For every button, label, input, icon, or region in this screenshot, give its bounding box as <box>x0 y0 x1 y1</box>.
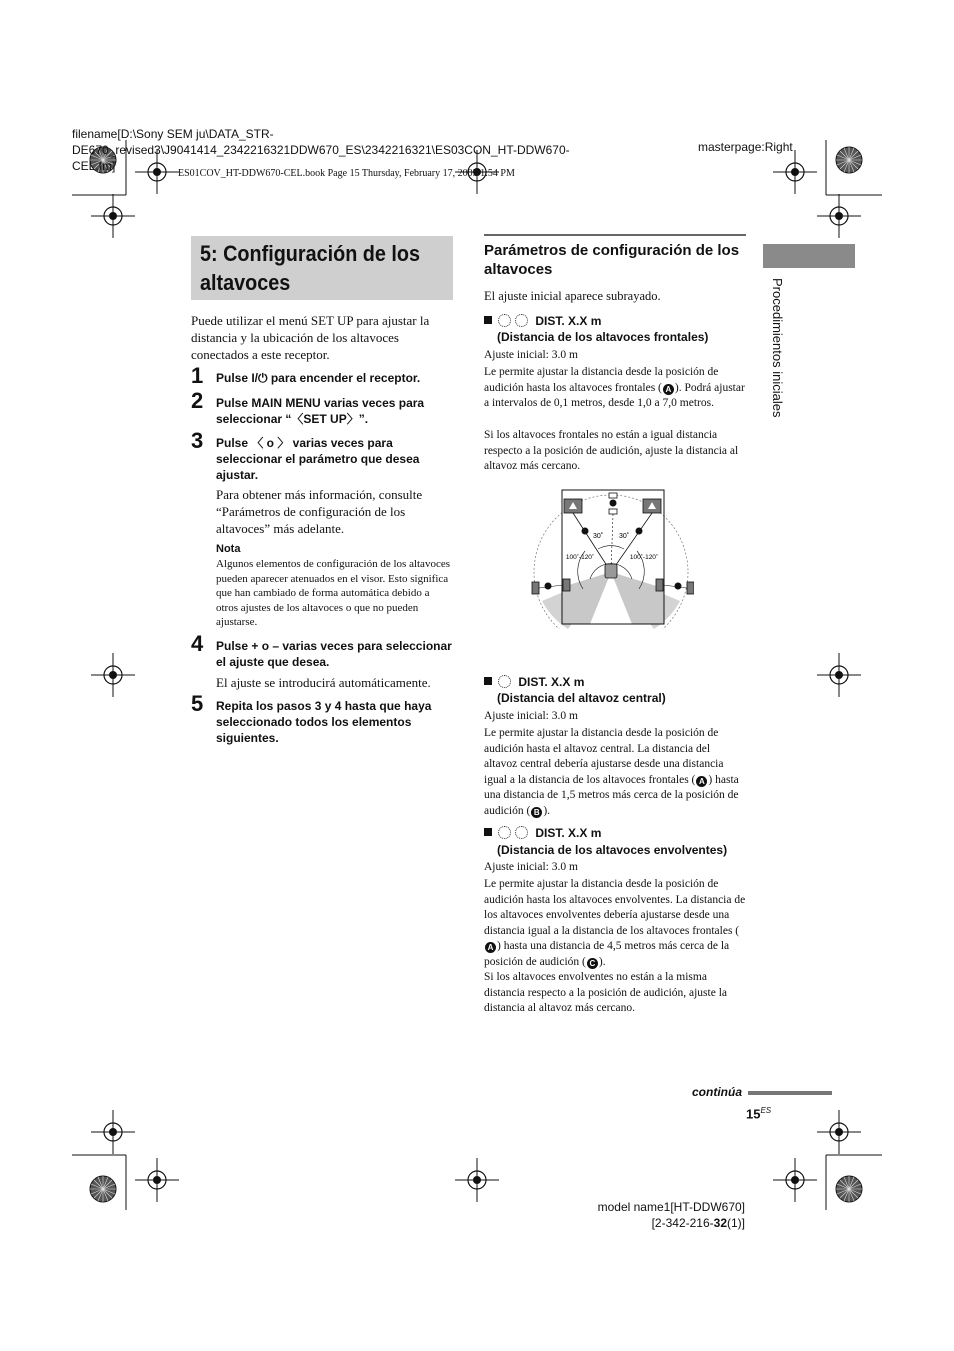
model-name-line-1: model name1[HT-DDW670] <box>597 1200 745 1214</box>
bullet-square <box>484 828 492 836</box>
center-description <box>484 726 746 819</box>
bullet-square <box>484 677 492 685</box>
marker-b: B <box>531 807 542 818</box>
range-left-label: 100˚-120˚ <box>565 554 595 561</box>
center-desc-part-1: Le permite ajustar la distancia desde la posición de audición hasta el altavoz central. La distancia del altavoz central debería ajustarse desde una distancia igual a la distancia de los altavoces frontales ( <box>484 727 724 786</box>
model-code-suffix: (1)] <box>727 1216 745 1230</box>
step-text-4: Pulse + o – varias veces para seleccionar el ajuste que desea. <box>216 639 452 669</box>
masterpage-label: masterpage:Right <box>698 140 793 154</box>
note-text: Algunos elementos de configuración de los altavoces pueden aparecer atenuados en el visor. Esto significa que han cambiado de forma automática debido a otros ajustes de los altavoces o que no pueden ajustarse. <box>216 558 450 629</box>
surround-distance-heading <box>484 825 754 841</box>
step-number-2: 2 <box>191 388 204 413</box>
surround-left-speaker-icon <box>498 826 511 839</box>
filename-line-1: filename[D:\Sony SEM ju\DATA_STR- <box>72 127 274 141</box>
intro-text: Puede utilizar el menú SET UP para ajustar la distancia y la ubicación de los altavoces conectados a este receptor. <box>191 313 430 362</box>
surround-desc-part-1: Le permite ajustar la distancia desde la posición de audición hasta los altavoces envolventes. La distancia de los altavoces envolventes debería ajustarse desde una distancia igual a la distancia de los altavoces frontales ( <box>484 878 746 937</box>
front-desc-part-1: Le permite ajustar la distancia desde la posición de audición hasta los altavoces frontales ( <box>484 366 719 394</box>
section-title-box <box>191 236 453 300</box>
range-right-label: 100˚-120˚ <box>629 554 659 561</box>
section-title: 5: Configuración de los altavoces <box>200 241 421 295</box>
model-name-line-2 <box>590 1215 745 1231</box>
filename-line-3: CEL.fm] <box>72 159 116 173</box>
front-note: Si los altavoces frontales no están a igual distancia respecto a la posición de audición, ajuste la distancia al altavoz más cercano. <box>484 429 739 472</box>
params-title: Parámetros de configuración de los altavoces <box>484 242 740 278</box>
continua-bar <box>748 1091 832 1095</box>
book-info: ES01COV_HT-DDW670-CEL.book Page 15 Thursday, February 17, 2005 1:54 PM <box>178 168 515 179</box>
side-tab-label: Procedimientos iniciales <box>770 278 785 418</box>
step-number-5: 5 <box>191 691 204 716</box>
step-text-2: Pulse MAIN MENU varias veces para seleccionar “〈SET UP〉”. <box>216 396 425 426</box>
step-3-detail: Para obtener más información, consulte “Parámetros de configuración de los altavoces” más adelante. <box>216 487 423 536</box>
front-description <box>484 365 746 412</box>
marker-a: A <box>663 384 674 395</box>
surround-description <box>484 877 746 970</box>
marker-c: C <box>587 958 598 969</box>
page-number-value: 15 <box>746 1106 761 1122</box>
front-desc-part-2: ). Podrá ajustar a intervalos de 0,1 metros, desde 1,0 a 7,0 metros. <box>484 381 745 409</box>
center-initial: Ajuste inicial: 3.0 m <box>484 710 578 722</box>
front-distance-heading <box>484 313 754 329</box>
surround-distance-subtitle: (Distancia de los altavoces envolventes) <box>497 843 728 857</box>
surround-initial: Ajuste inicial: 3.0 m <box>484 861 578 873</box>
step-number-3: 3 <box>191 428 204 453</box>
note-title: Nota <box>216 543 241 555</box>
params-intro: El ajuste inicial aparece subrayado. <box>484 289 661 303</box>
center-speaker-icon <box>498 675 511 688</box>
step-number-1: 1 <box>191 363 204 388</box>
model-code-bold: 32 <box>713 1216 727 1230</box>
center-distance-label: DIST. X.X m <box>518 675 585 689</box>
center-distance-heading <box>484 674 754 690</box>
step-4-detail: El ajuste se introducirá automáticamente. <box>216 675 431 690</box>
params-rule <box>484 234 746 236</box>
front-initial: Ajuste inicial: 3.0 m <box>484 349 578 361</box>
step-text-1: Pulse I/⏻ para encender el receptor. <box>216 371 421 385</box>
angle-left-label: 30˚ <box>592 533 604 540</box>
surround-distance-label: DIST. X.X m <box>535 826 602 840</box>
center-desc-part-3: ). <box>543 804 551 817</box>
front-distance-subtitle: (Distancia de los altavoces frontales) <box>497 330 709 344</box>
center-desc-part-2: ) hasta una distancia de 1,5 metros más cerca de la posición de audición ( <box>484 773 739 817</box>
front-right-speaker-icon <box>515 314 528 327</box>
speaker-placement-diagram <box>528 489 694 629</box>
marker-a: A <box>485 942 496 953</box>
angle-right-label: 30˚ <box>618 533 630 540</box>
step-number-4: 4 <box>191 631 204 656</box>
surround-desc-part-3: ). <box>598 955 606 968</box>
continua-label: continúa <box>692 1085 742 1099</box>
model-code-prefix: [2-342-216- <box>651 1216 714 1230</box>
surround-note: Si los altavoces envolventes no están a la misma distancia respecto a la posición de audición, ajuste la distancia al altavoz más cercano. <box>484 971 728 1014</box>
marker-a: A <box>696 776 707 787</box>
page-number-sup: ES <box>760 1106 772 1115</box>
front-left-speaker-icon <box>498 314 511 327</box>
bullet-square <box>484 316 492 324</box>
surround-right-speaker-icon <box>515 826 528 839</box>
side-tab-bar <box>763 244 855 268</box>
step-text-3: Pulse 〈 o 〉 varias veces para seleccionar el parámetro que desea ajustar. <box>216 436 420 482</box>
filename-line-2: DE670_revised3\J9041414_2342216321DDW670_ES\2342216321\ES03CON_HT-DDW670- <box>72 143 570 157</box>
surround-desc-part-2: ) hasta una distancia de 4,5 metros más cerca de la posición de audición ( <box>484 940 730 968</box>
step-text-5: Repita los pasos 3 y 4 hasta que haya seleccionado todos los elementos siguientes. <box>216 699 432 745</box>
page-number <box>746 1103 771 1122</box>
center-distance-subtitle: (Distancia del altavoz central) <box>497 691 666 705</box>
front-distance-label: DIST. X.X m <box>535 314 602 328</box>
